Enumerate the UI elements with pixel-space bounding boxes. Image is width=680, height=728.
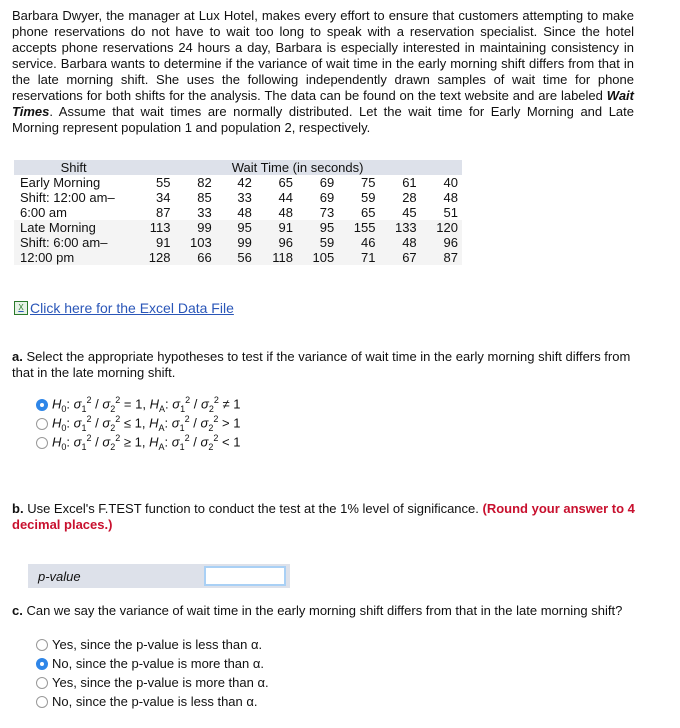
shift-label: Shift: 12:00 am– — [20, 190, 115, 205]
slash: / — [95, 415, 99, 431]
radio-button[interactable] — [36, 658, 48, 670]
p-value-label: p-value — [38, 569, 81, 584]
wait-time-cell: 42 — [237, 175, 252, 190]
table-row — [14, 235, 462, 250]
wait-time-cell: 56 — [216, 250, 256, 265]
table-row — [14, 190, 462, 205]
wait-time-cell: 45 — [402, 205, 417, 220]
shift-label: Early Morning — [20, 175, 101, 190]
wait-time-cell: 95 — [297, 220, 338, 235]
conclusion-option[interactable] — [36, 673, 269, 692]
table-row — [14, 205, 462, 220]
sup-2: 2 — [213, 433, 219, 444]
sub-1: 1 — [179, 441, 185, 452]
slash: / — [193, 396, 198, 412]
wait-time-cell: 96 — [421, 235, 462, 250]
sub-2: 2 — [208, 441, 214, 452]
wait-time-cell: 113 — [133, 220, 174, 235]
intro-text-2: . Assume that wait times are normally distributed. Let the wait time for Early Morning and Late Morning represent population 1 and population 2, respectively. — [12, 104, 634, 135]
sigma: σ — [102, 415, 111, 431]
sub-0: 0 — [61, 403, 67, 414]
shift-label: 6:00 am — [20, 205, 67, 220]
wait-time-cell: 96 — [256, 235, 297, 250]
excel-file-icon: X — [14, 301, 28, 315]
slash: / — [95, 434, 99, 450]
colon: : — [66, 396, 71, 412]
table-row — [14, 175, 462, 190]
wait-time-cell: 44 — [278, 190, 293, 205]
wait-time-cell: 95 — [216, 220, 256, 235]
radio-button[interactable] — [36, 399, 48, 411]
excel-link-text[interactable]: Click here for the Excel Data File — [30, 300, 234, 316]
sub-A: A — [158, 422, 165, 433]
H: H — [52, 434, 62, 450]
wait-time-cell: 155 — [338, 220, 379, 235]
sigma: σ — [200, 434, 209, 450]
question-a — [12, 349, 642, 381]
sigma: σ — [102, 434, 111, 450]
option-text: Yes, since the p-value is less than α. — [52, 637, 263, 652]
sup-2: 2 — [213, 414, 219, 425]
wait-time-cell: 48 — [379, 235, 420, 250]
radio-button[interactable] — [36, 418, 48, 430]
question-b-text: Use Excel's F.TEST function to conduct the test at the 1% level of significance. — [27, 501, 479, 516]
sup-2: 2 — [86, 395, 92, 406]
option-text: No, since the p-value is less than α. — [52, 694, 258, 709]
radio-button[interactable] — [36, 677, 48, 689]
option-text: No, since the p-value is more than α. — [52, 656, 265, 671]
sigma: σ — [200, 415, 209, 431]
sub-2: 2 — [208, 403, 214, 414]
wait-time-cell: 28 — [402, 190, 417, 205]
wait-time-cell: 82 — [197, 175, 212, 190]
slash: / — [95, 396, 99, 412]
question-a-text: Select the appropriate hypotheses to test if the variance of wait time in the early morning shift differs from that in the late morning shift. — [12, 349, 631, 380]
p-value-input[interactable] — [204, 566, 286, 586]
slash: / — [193, 415, 197, 431]
sup-2: 2 — [185, 395, 191, 406]
conclusion-option[interactable] — [36, 635, 269, 654]
h0-relation: ≥ 1 — [123, 434, 142, 450]
wait-time-cell: 69 — [319, 190, 335, 205]
sigma: σ — [171, 415, 180, 431]
wait-time-cell: 99 — [174, 220, 215, 235]
sub-1: 1 — [179, 422, 185, 433]
hypothesis-text — [52, 395, 240, 414]
wait-time-cell: 34 — [156, 190, 171, 205]
sigma: σ — [73, 434, 82, 450]
intro-text: Barbara Dwyer, the manager at Lux Hotel, makes every effort to ensure that customers attempting to make phone reservations do not have to wait too long to speak with a reservation specialist. Since the hotel accepts phone reservations 24 hours a day, Barbara is especially interested in maintaining consistency in service. Barbara wants to determine if the variance of wait time in the early morning shift differs from that in the late morning shift. She uses the following independently drawn samples of wait time for phone reservations for both shifts for the analysis. The data can be found on the text website and are labeled — [12, 8, 634, 103]
ha-relation: < 1 — [222, 434, 241, 450]
wait-time-cell: 67 — [379, 250, 420, 265]
wait-time-cell: 65 — [360, 205, 376, 220]
H: H — [149, 396, 159, 412]
conclusion-options — [36, 635, 269, 711]
question-c-label: c. — [12, 603, 23, 618]
sub-2: 2 — [208, 422, 214, 433]
sub-1: 1 — [81, 441, 87, 452]
wait-time-cell: 66 — [174, 250, 215, 265]
sigma: σ — [73, 396, 82, 412]
colon: : — [164, 434, 169, 450]
question-c-text: Can we say the variance of wait time in the early morning shift differs from that in the late morning shift? — [26, 603, 623, 618]
wait-time-cell: 105 — [297, 250, 338, 265]
sub-2: 2 — [110, 441, 116, 452]
sub-1: 1 — [81, 422, 87, 433]
sup-2: 2 — [184, 433, 190, 444]
header-wait-time: Wait Time (in seconds) — [133, 160, 462, 175]
sub-0: 0 — [61, 441, 67, 452]
comma: , — [141, 415, 146, 431]
hypothesis-option[interactable] — [36, 414, 240, 433]
wait-time-cell: 65 — [278, 175, 293, 190]
dataset-name: Wait Times — [12, 88, 634, 119]
hypothesis-text — [52, 433, 240, 452]
wait-time-cell: 48 — [278, 205, 293, 220]
sub-0: 0 — [61, 422, 67, 433]
wait-time-cell: 73 — [319, 205, 335, 220]
colon: : — [66, 415, 71, 431]
hypothesis-text — [52, 414, 240, 433]
wait-time-cell: 69 — [319, 175, 335, 190]
H: H — [149, 434, 159, 450]
sup-2: 2 — [184, 414, 190, 425]
hypothesis-option[interactable] — [36, 433, 240, 452]
sub-A: A — [158, 441, 165, 452]
shift-label: Shift: 6:00 am– — [14, 235, 133, 250]
comma: , — [141, 434, 146, 450]
wait-time-cell: 55 — [156, 175, 171, 190]
wait-time-cell: 87 — [421, 250, 462, 265]
sup-2: 2 — [115, 395, 121, 406]
question-c — [12, 603, 642, 619]
option-text: Yes, since the p-value is more than α. — [52, 675, 269, 690]
sigma: σ — [102, 396, 111, 412]
wait-time-cell: 128 — [133, 250, 174, 265]
h0-relation: = 1 — [123, 396, 143, 412]
wait-time-cell: 51 — [443, 205, 458, 220]
sigma: σ — [73, 415, 82, 431]
shift-label: Late Morning — [14, 220, 133, 235]
colon: : — [66, 434, 71, 450]
table-row — [14, 220, 462, 235]
sub-1: 1 — [81, 403, 87, 414]
wait-time-cell: 46 — [338, 235, 379, 250]
wait-time-cell: 48 — [443, 190, 458, 205]
radio-button[interactable] — [36, 639, 48, 651]
sup-2: 2 — [115, 414, 121, 425]
slash: / — [193, 434, 197, 450]
problem-intro — [12, 8, 634, 136]
wait-time-cell: 33 — [197, 205, 212, 220]
wait-time-cell: 33 — [237, 190, 252, 205]
radio-button[interactable] — [36, 437, 48, 449]
sigma: σ — [171, 434, 180, 450]
wait-time-table — [14, 160, 462, 265]
wait-time-cell: 120 — [421, 220, 462, 235]
conclusion-option[interactable] — [36, 692, 269, 711]
sub-2: 2 — [110, 422, 116, 433]
wait-time-cell: 91 — [256, 220, 297, 235]
H: H — [52, 396, 62, 412]
p-value-row — [28, 564, 290, 588]
hypothesis-option[interactable] — [36, 395, 240, 414]
sigma: σ — [172, 396, 181, 412]
header-shift: Shift — [14, 160, 133, 175]
wait-time-cell: 87 — [156, 205, 171, 220]
wait-time-cell: 61 — [402, 175, 417, 190]
wait-time-cell: 133 — [379, 220, 420, 235]
H: H — [52, 415, 62, 431]
ha-relation: ≠ 1 — [222, 396, 241, 412]
excel-data-link[interactable] — [14, 300, 234, 316]
wait-time-cell: 91 — [133, 235, 174, 250]
shift-label: 12:00 pm — [14, 250, 133, 265]
sigma: σ — [201, 396, 209, 412]
wait-time-cell: 48 — [237, 205, 252, 220]
radio-button[interactable] — [36, 696, 48, 708]
sup-2: 2 — [213, 395, 219, 406]
sub-1: 1 — [180, 403, 186, 414]
sub-2: 2 — [110, 403, 116, 414]
wait-time-cell: 71 — [338, 250, 379, 265]
question-b — [12, 501, 642, 533]
comma: , — [142, 396, 146, 412]
question-b-label: b. — [12, 501, 24, 516]
sub-A: A — [158, 403, 165, 414]
wait-time-cell: 85 — [197, 190, 212, 205]
wait-time-cell: 118 — [256, 250, 297, 265]
rounding-note: (Round your answer to 4 decimal places.) — [12, 501, 635, 532]
question-a-label: a. — [12, 349, 23, 364]
conclusion-option[interactable] — [36, 654, 269, 673]
wait-time-cell: 40 — [443, 175, 458, 190]
ha-relation: > 1 — [222, 415, 241, 431]
wait-time-cell: 59 — [297, 235, 338, 250]
wait-time-cell: 59 — [360, 190, 376, 205]
table-row — [14, 250, 462, 265]
sup-2: 2 — [86, 414, 92, 425]
H: H — [149, 415, 159, 431]
hypothesis-options — [36, 395, 240, 452]
wait-time-cell: 99 — [216, 235, 256, 250]
wait-time-cell: 75 — [360, 175, 376, 190]
wait-time-cell: 103 — [174, 235, 215, 250]
sup-2: 2 — [115, 433, 121, 444]
sup-2: 2 — [86, 433, 92, 444]
h0-relation: ≤ 1 — [123, 415, 142, 431]
colon: : — [165, 396, 169, 412]
colon: : — [164, 415, 169, 431]
